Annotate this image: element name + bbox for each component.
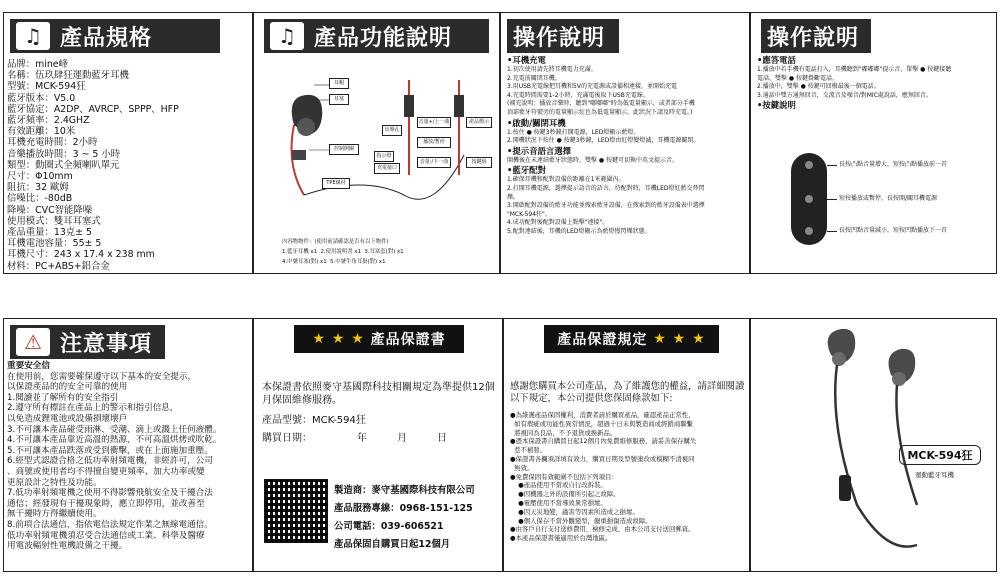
- part-label: 播放/暫停: [417, 137, 451, 148]
- spec-line: 型號：MCK-594狂: [7, 81, 86, 93]
- spec-header: [10, 19, 220, 53]
- function-header: [264, 19, 489, 53]
- rule-line: 惹不補發。: [510, 446, 547, 455]
- warning-icon: ⚠: [16, 328, 50, 356]
- rules-panel: [503, 318, 750, 572]
- notice-line: 更原設計之特性及功能。: [7, 477, 102, 488]
- key-desc: 長按凸點音量增大，短按凸點播放前一首: [839, 161, 948, 168]
- operation-panel-1: [500, 12, 750, 274]
- warranty-title: 產品保證書: [370, 332, 446, 348]
- earphone-diagram: [254, 65, 499, 215]
- instruction-line: "MCK-594狂"。: [507, 210, 551, 218]
- rule-line: ●因天災地變，蟲害等因素所造成之損壞。: [510, 507, 639, 516]
- instruction-line: 2.播放中，雙擊 ● 按鍵可回撥最後一個電話。: [757, 83, 880, 91]
- spec-line: 材料：PC+ABS+鋁合金: [7, 260, 110, 272]
- rule-line: ●本產品保證書僅適用於台灣地區。: [510, 534, 612, 543]
- warranty-model: 產品型號：MCK-594狂: [262, 415, 366, 426]
- instruction-line: 3.通話中雙方通無回音，交流音及噪音/對MIC處說話，應無回音。: [757, 91, 932, 99]
- spec-line: 尺寸：Φ10mm: [7, 171, 73, 183]
- rule-line: 如有瑕疵或功能性異常情況，超過十日未與製造商或經銷商聯繫: [510, 419, 693, 428]
- notice-line: 通信；經發現有干擾現象時，應立即停用，並改善至: [7, 498, 205, 509]
- key-line: [827, 231, 837, 232]
- section-heading: •應答電話: [757, 55, 796, 65]
- product-subtitle: 運動藍牙耳機: [915, 471, 954, 479]
- key-desc: 短按播放或暫停，長按開/關耳機電源: [839, 195, 938, 202]
- spec-line: 品牌：mine峰: [7, 59, 68, 70]
- part-label: 指示燈: [374, 151, 394, 162]
- section-heading: •按鍵說明: [757, 100, 796, 111]
- music-note-icon: ♫: [270, 22, 304, 50]
- rule-line: ●個人保存不當外觀變型，嚴重損傷造成故障。: [510, 516, 652, 525]
- operation-panel-2: [750, 12, 997, 274]
- operation-text-1: [507, 55, 747, 237]
- play-pause-key: [805, 195, 813, 203]
- warranty-period: 產品保固自購買日起12個月: [334, 539, 451, 550]
- operation-text-2: [757, 55, 995, 111]
- instruction-line: 1.確保耳機和配對設備的距離在1米範圍內。: [507, 176, 625, 184]
- operation-title-2: 操作說明: [767, 25, 860, 51]
- rules-intro: 感謝您購買本公司產品，為了維護您的權益，請詳細閱讀以下規定，本公司提供您保固條款如下:: [510, 381, 745, 404]
- section-heading: •啟動/關閉耳機: [507, 117, 566, 128]
- notice-line: 在使用前，您需要確保遵守以下基本的安全提示，: [7, 371, 197, 382]
- volume-up-key: [805, 161, 813, 169]
- operation-header-2: [761, 19, 871, 53]
- notice-title: 注意事項: [60, 331, 153, 357]
- warranty-banner: [294, 325, 464, 353]
- company-phone: 公司電話：039-606521: [334, 521, 444, 532]
- key-desc: 長按凹點音量減小，短按凹點播放下一首: [839, 227, 948, 234]
- spec-title: 產品規格: [60, 25, 153, 51]
- contents-row: 4.中號耳塞(對) x1 5.中號牛角耳掛(對) x1: [282, 259, 386, 265]
- notice-line: 1.閱讀並了解所有的安全指引: [7, 392, 119, 403]
- instruction-line: 5.配對連結後，耳機的LED燈顯示為藍燈慢閃爍狀態。: [507, 227, 651, 235]
- rules-banner: [544, 325, 719, 353]
- instruction-line: 開機後在未連結藍牙狀態時，雙擊 ● 按鍵可切換中英文提示音。: [507, 156, 679, 164]
- rule-line: ●為維護產品保固權利，消費者請於購買產品，確認產品正常性，: [510, 411, 695, 419]
- notice-header: [10, 325, 165, 359]
- rule-line: ●因機器之外的設備所引起之故障。: [510, 490, 620, 499]
- notice-line: 重要安全信: [7, 361, 50, 371]
- music-note-icon: ♫: [16, 22, 50, 50]
- contents-title: 內容物物件：(使用前請確認是否有以下物件): [282, 239, 389, 245]
- part-label: 耳帽: [329, 78, 349, 89]
- hotline: 產品服務專線：0968-151-125: [334, 503, 473, 514]
- star-icon: ★ ★ ★: [312, 331, 365, 347]
- rule-line: ●免費保固有效範圍不包括下列項目：: [510, 472, 618, 481]
- maker: 製造商：麥守基國際科技有限公司: [334, 485, 475, 496]
- function-panel: [253, 12, 500, 274]
- notice-line: 4.不可讓本產品靠近高溫的熱源，不可高溫烘烤或吹乾。: [7, 435, 222, 446]
- spec-line: 類型：動圈式全頻喇叭單元: [7, 159, 120, 171]
- part-label: 音量+/上一曲: [417, 117, 451, 128]
- notice-text: [7, 361, 251, 552]
- instruction-line: 1.播放中若手機有電話打入，耳機聽到"嘟嘟嘟"提示音，單擊 ● 按鍵接聽: [757, 66, 952, 73]
- notice-line: 8.前項合法通信，指依電信法規定作業之無線電通信。: [7, 519, 213, 530]
- spec-list: [7, 59, 251, 272]
- key-line: [827, 199, 837, 200]
- notice-line: 無干擾時方得繼續使用。: [7, 509, 102, 520]
- part-label: 充電接口: [374, 163, 400, 174]
- rule-line: 將視同為良品，不予退貨或換新品。: [510, 428, 617, 437]
- instruction-line: 1.初次使用請先將耳機電力充滿。: [507, 66, 597, 73]
- rule-line: ●電壓使用不當導致異常損壞。: [510, 498, 607, 507]
- instruction-line: 爍。: [507, 193, 520, 201]
- section-heading: •耳機充電: [507, 55, 546, 65]
- function-title: 產品功能說明: [314, 25, 453, 51]
- instruction-line: 3.開啟配對設備的藍牙功能並搜索藍牙設備，在搜索到的藍牙設備表中選擇: [507, 202, 705, 210]
- section-heading: •藍牙配對: [507, 165, 546, 176]
- instruction-line: 2.打開耳機電源，選擇提示語音的語言，待配對時，耳機LED燈紅藍交替閃: [507, 184, 705, 192]
- notice-line: 、商號或使用者均不得擅自變更頻率、加大功率或變: [7, 466, 205, 477]
- notice-line: 6.經型式認證合格之低功率射頻電機，非經許可，公司: [7, 456, 213, 467]
- spec-line: 藍牙頻率：2.4GHZ: [7, 115, 90, 127]
- instruction-line: 4.充電時間需要1-2小時，充滿電後取下USB充電線。: [507, 91, 649, 99]
- spec-line: 耳機尺寸：243 x 17.4 x 238 mm: [7, 249, 155, 261]
- warranty-date: 購買日期： 年 月 日: [262, 433, 447, 444]
- instruction-line: 2.開機狀況下按住 ● 按鍵3秒鐘，LED燈由紅燈變燈滅，耳機電源關閉。: [507, 137, 700, 145]
- notice-line: 低功率射頻電機須忍受合法通信或工業、科學及醫療: [7, 530, 205, 541]
- part-label: 按鍵組: [466, 157, 492, 168]
- section-heading: •提示音語言選擇: [507, 145, 571, 156]
- rule-line: ●憑本保證書自購買日起12個月內免費維修服務，請妥善保存購失: [510, 437, 697, 446]
- part-label: 耳塞: [329, 94, 349, 105]
- notice-line: 5.不可讓本產品跌落或受到衝擊，或在上面施加重壓。: [7, 445, 213, 456]
- instruction-line: (補充說明：播放音樂時，聽到"嘟嘟嘟"時為低電量顯示，或者部分手機: [507, 100, 695, 108]
- notice-line: 以免造成鋰電池或設備損壞壞戶: [7, 413, 128, 424]
- instruction-line: 3.用USB充電線把耳機和5V的充電源或設備相連接，並開始充電: [507, 83, 677, 91]
- part-label: 控制開關: [329, 144, 359, 155]
- spec-line: 有效距離：10米: [7, 126, 76, 138]
- part-label: 音量-/下一曲: [417, 157, 451, 168]
- notice-line: 2.遵守所有標註在產品上的警示和指引信息，: [7, 403, 179, 414]
- spec-line: 耳機充電時間：2小時: [7, 137, 98, 149]
- operation-header-1: [507, 19, 619, 53]
- product-panel: [750, 318, 997, 572]
- qr-code[interactable]: [264, 479, 328, 543]
- rule-line: ●保證書各欄須詳填有效力，購買日期及型號塗改或模糊不清視同: [510, 454, 695, 463]
- spec-line: 藍牙版本：V5.0: [7, 92, 76, 104]
- spec-line: 音樂播放時間：3 ~ 5 小時: [7, 148, 121, 160]
- spec-line: 藍牙協定：A2DP、AVRCP、SPPP、HFP: [7, 103, 179, 115]
- notice-line: 用電波輻射性電機設備之干擾。: [7, 541, 128, 552]
- rule-line: ●產品使用不當或自行改拆裝。: [510, 481, 607, 490]
- notice-line: 以保證產品的的安全可靠的使用: [7, 382, 128, 393]
- rules-title: 產品保證規定: [557, 332, 648, 348]
- spec-line: 阻抗：32 歐姆: [7, 182, 69, 194]
- volume-down-key: [805, 227, 813, 235]
- instruction-line: 4.成功配對後配對設備上點擊"連接"。: [507, 219, 609, 227]
- warranty-panel: [253, 318, 503, 572]
- operation-title-1: 操作說明: [513, 25, 606, 51]
- spec-line: 名稱：伍玖肆狂運動藍牙耳機: [7, 70, 129, 82]
- notice-line: 7.低功率射頻電機之使用不得影響飛航安全及干擾合法: [7, 488, 213, 499]
- key-line: [827, 165, 837, 166]
- spec-line: 耳機電池容量：55± 5: [7, 238, 102, 250]
- instruction-line: 2.充電前關閉耳機。: [507, 74, 561, 82]
- rule-line: 無效。: [510, 463, 534, 472]
- star-icon: ★ ★ ★: [653, 331, 706, 347]
- part-label: TPE線材: [322, 178, 350, 189]
- contents-row: 1.藍牙耳機 x1 2.使用說明書 x1 3.耳塞套(對) x1: [282, 249, 404, 255]
- warranty-intro: 本保證書依照麥守基國際科技相關規定為準提供12個月保固維修服務。: [262, 382, 495, 406]
- spec-line: 使用模式：雙耳耳塞式: [7, 215, 101, 227]
- notice-line: 3.不可讓本產品碰受雨淋、受潮、滴上或濺上任何液體。: [7, 424, 222, 435]
- spec-line: 降噪：CVC智能降噪: [7, 204, 93, 216]
- part-label: 出聲孔: [382, 125, 402, 136]
- product-tag: MCK-594狂: [899, 445, 981, 465]
- spec-panel: [3, 12, 253, 274]
- instruction-line: 頂部藍牙符號旁的電量顯示紅色為低電量顯示，此狀況下請及時充電。): [507, 108, 693, 116]
- notice-panel: [3, 318, 253, 572]
- rule-line: ●由客戶自行支付送修費用，檢修完成，由本公司支付送回郵資。: [510, 525, 695, 534]
- rules-list: [510, 411, 746, 543]
- spec-line: 信噪比：-80dB: [7, 193, 73, 205]
- instruction-line: 電話，雙擊 ● 按鍵掛斷電話。: [757, 74, 839, 82]
- part-label: 產品標示: [466, 117, 492, 128]
- instruction-line: 1.按住 ● 按鍵3秒鐘打開電源，LED燈顯示藍燈。: [507, 128, 640, 136]
- spec-line: 產品重量：13克± 5: [7, 227, 92, 239]
